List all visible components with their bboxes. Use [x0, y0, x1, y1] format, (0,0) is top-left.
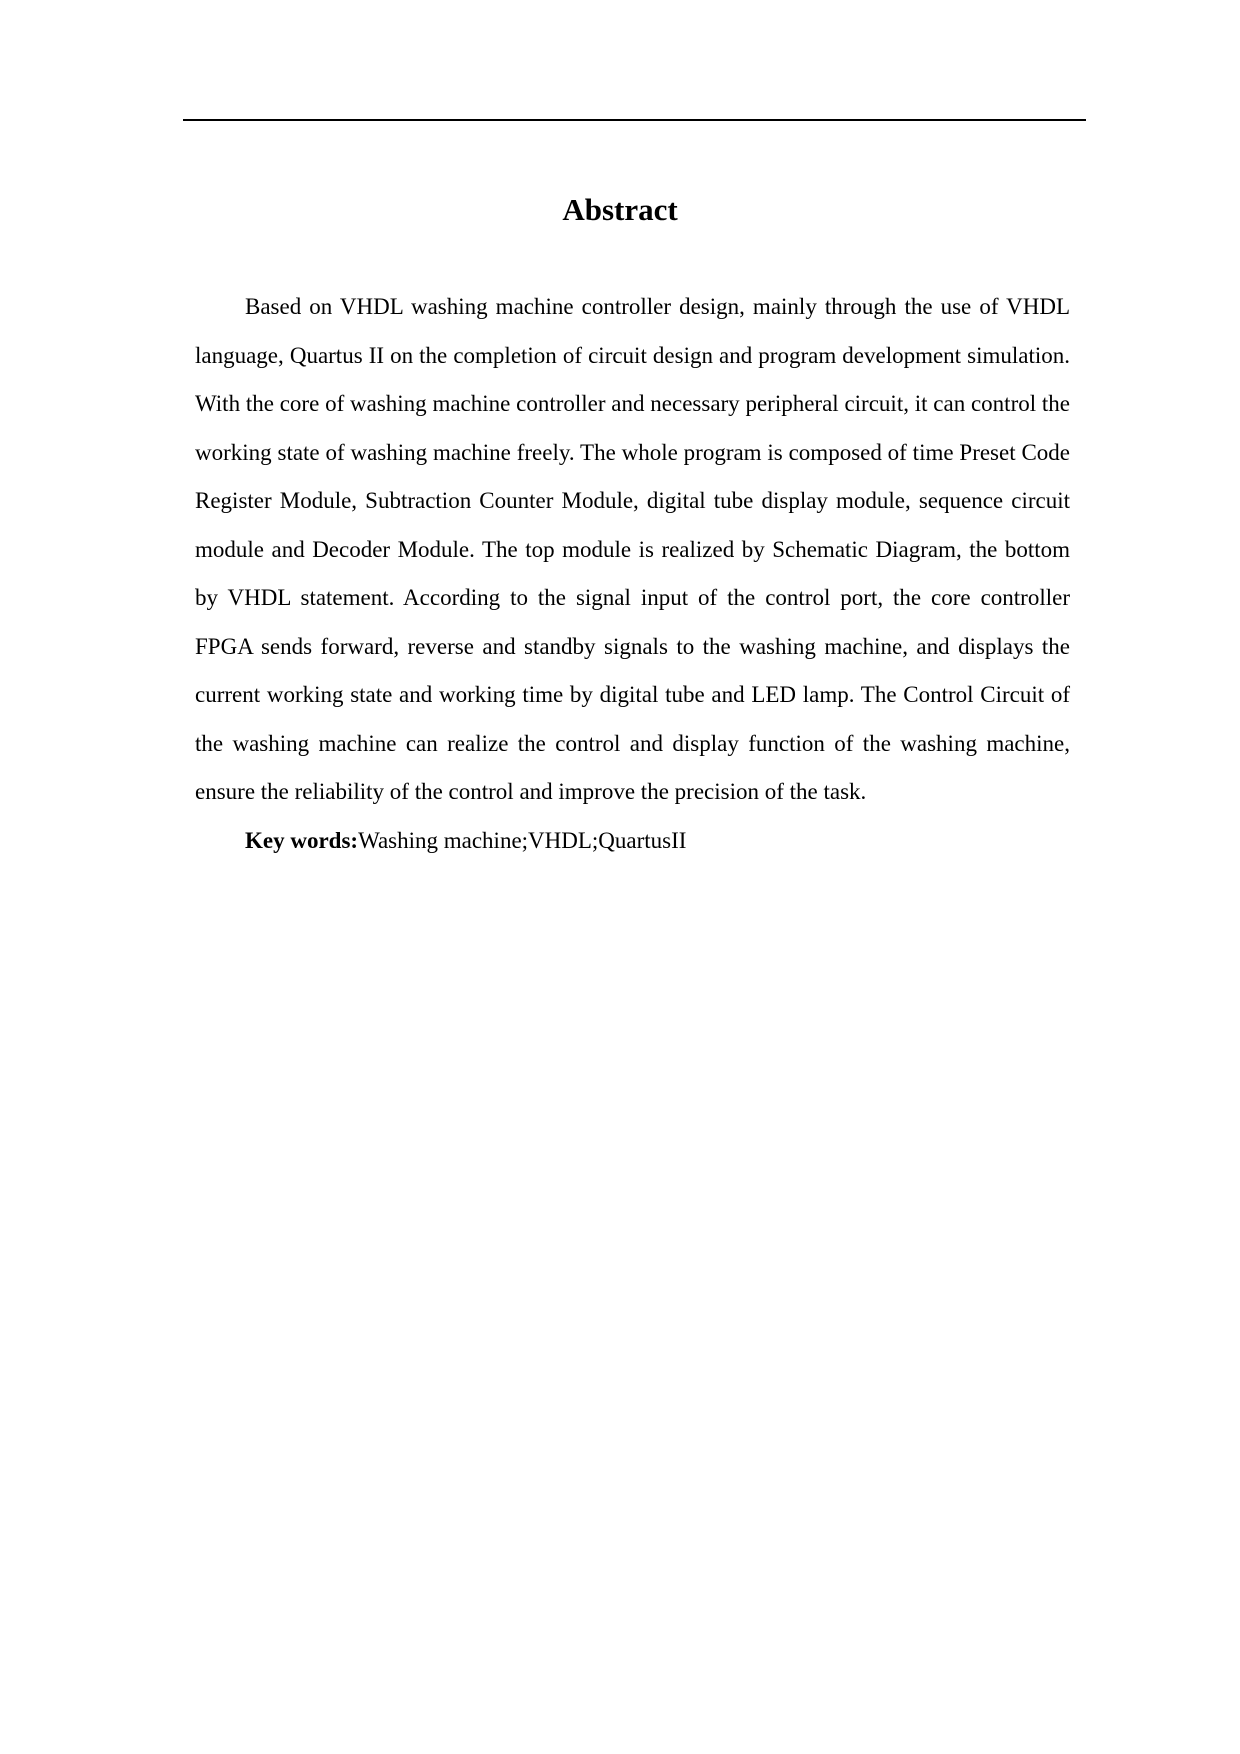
keywords-label: Key words: [245, 827, 359, 853]
page-title: Abstract [562, 192, 678, 227]
abstract-body [195, 283, 1070, 865]
abstract-paragraph: Based on VHDL washing machine controller design, mainly through the use of VHDL language, Quartus II on the completion of circuit design and program development simulation. With the core of washing machine controller and necessary peripheral circuit, it can control the working state of washing machine freely. The whole program is composed of time Preset Code Register Module, Subtraction Counter Module, digital tube display module, sequence circuit module and Decoder Module. The top module is realized by Schematic Diagram, the bottom by VHDL statement. According to the signal input of the control port, the core controller FPGA sends forward, reverse and standby signals to the washing machine, and displays the current working state and working time by digital tube and LED lamp. The Control Circuit of the washing machine can realize the control and display function of the washing machine, ensure the reliability of the control and improve the precision of the task. [195, 294, 1070, 804]
header-rule [183, 119, 1086, 121]
keywords-value: Washing machine;VHDL;QuartusII [358, 827, 687, 853]
keywords-line [195, 817, 1070, 866]
